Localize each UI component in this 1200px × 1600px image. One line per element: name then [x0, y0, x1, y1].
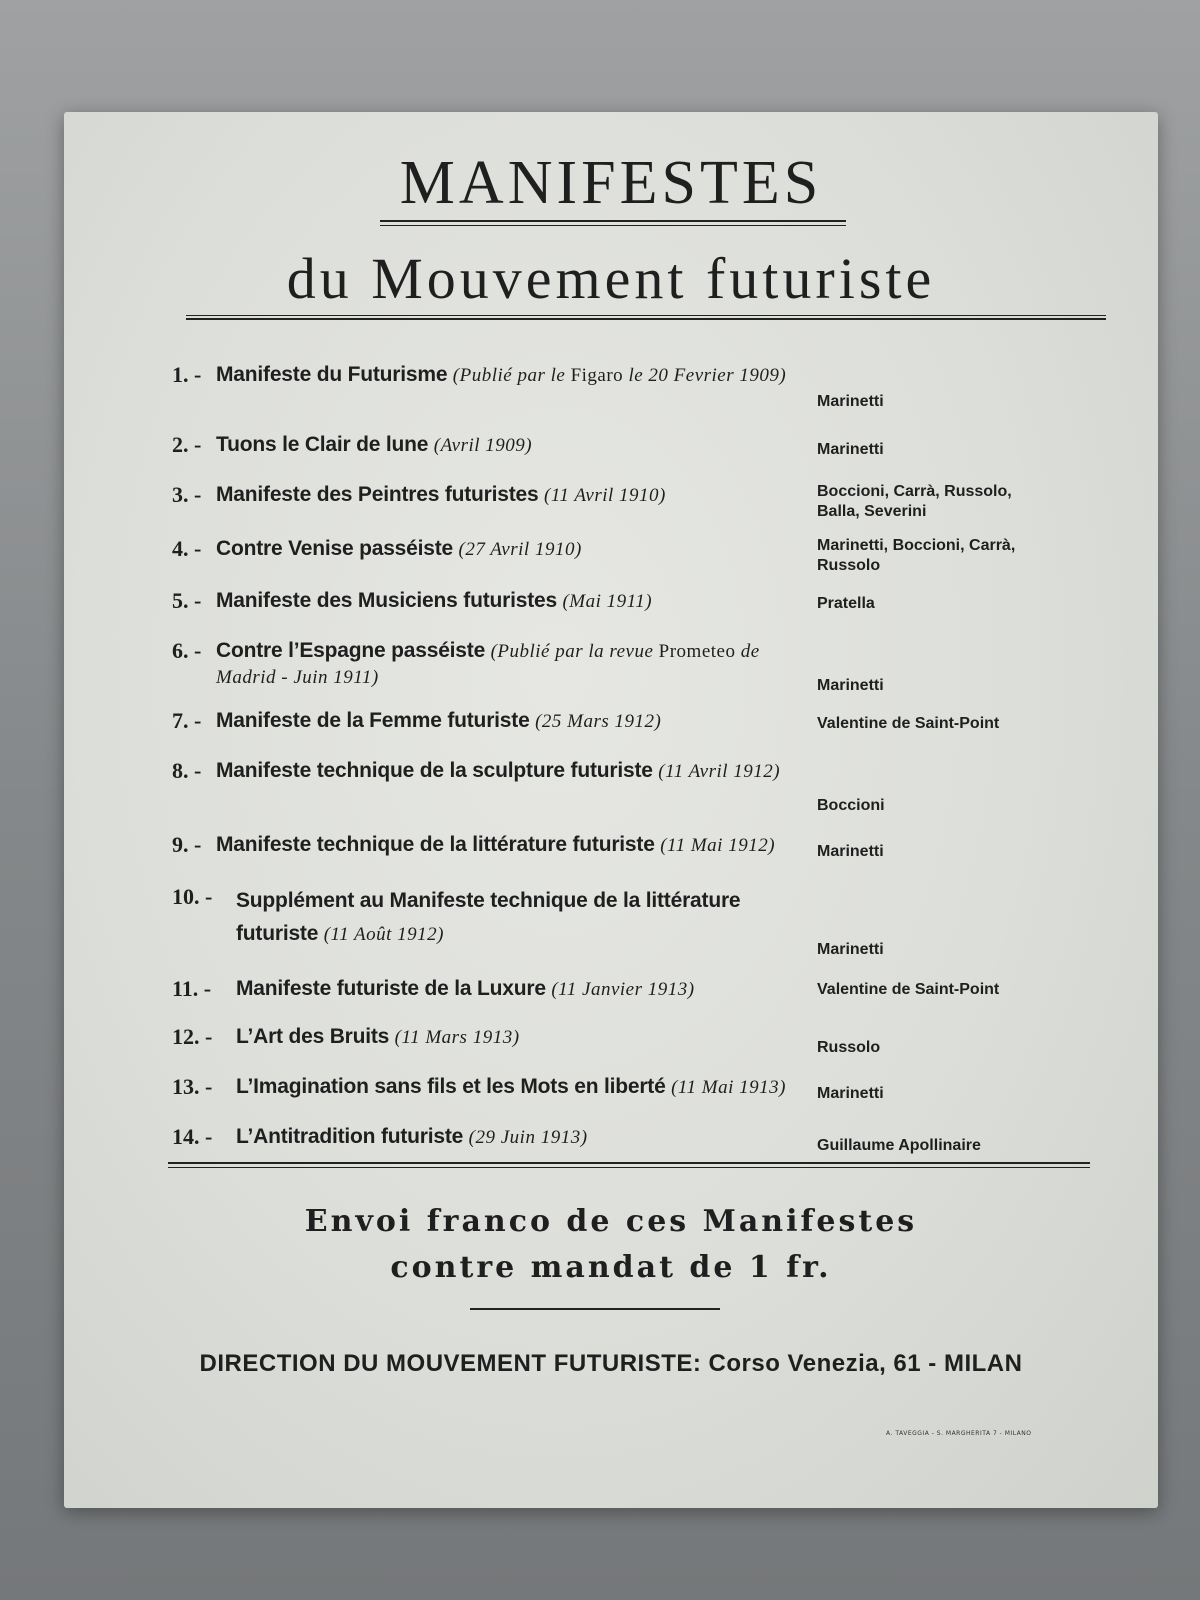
- item-author: Pratella: [817, 595, 875, 612]
- item-number: 8. -: [172, 758, 202, 783]
- item-author: Marinetti: [817, 677, 884, 694]
- item-number: 14. -: [172, 1124, 213, 1149]
- item-date: (11 Janvier 1913): [551, 979, 695, 1000]
- item-date: (11 Avril 1912): [658, 761, 781, 782]
- item-author: Marinetti, Boccioni, Carrà, Russolo: [817, 537, 1016, 574]
- item-date: (Avril 1909): [433, 435, 533, 456]
- item-title: Manifeste des Peintres futuristes: [216, 483, 539, 506]
- item-author: Russolo: [817, 1039, 881, 1056]
- item-number: 1. -: [172, 362, 202, 387]
- item-date: (11 Avril 1910): [544, 485, 666, 506]
- item-text: [236, 1024, 816, 1050]
- item-author: Valentine de Saint-Point: [817, 715, 1000, 732]
- item-author: Marinetti: [817, 393, 884, 410]
- item-text: [216, 482, 796, 508]
- item-date: (Mai 1911): [562, 591, 653, 612]
- item-date: (29 Juin 1913): [468, 1127, 588, 1148]
- item-number: 11. -: [172, 976, 212, 1001]
- item-author: Marinetti: [817, 941, 884, 958]
- footer-divider: [470, 1308, 720, 1310]
- item-text: [236, 884, 796, 951]
- item-text: [236, 1074, 836, 1100]
- item-number: 5. -: [172, 588, 202, 613]
- item-number: 2. -: [172, 432, 202, 457]
- item-text: [216, 708, 796, 734]
- item-title: L’Imagination sans fils et les Mots en liberté: [236, 1075, 666, 1098]
- item-date: (Publié par le Figaro le 20 Fevrier 1909): [452, 365, 787, 386]
- item-number: 6. -: [172, 638, 202, 663]
- item-title: L’Antitradition futuriste: [236, 1125, 464, 1148]
- item-title: Manifeste futuriste de la Luxure: [236, 977, 546, 1000]
- item-number: 4. -: [172, 536, 202, 561]
- item-text: [236, 1124, 816, 1150]
- item-date: (11 Août 1912): [323, 924, 444, 945]
- item-title: Manifeste des Musiciens futuristes: [216, 589, 557, 612]
- item-title: Manifeste du Futurisme: [216, 363, 448, 386]
- manifesto-list: [172, 362, 1102, 1172]
- direction-address: DIRECTION DU MOUVEMENT FUTURISTE: Corso Venezia, 61 - MILAN: [199, 1350, 1023, 1377]
- item-title: Manifeste technique de la sculpture futuriste: [216, 759, 653, 782]
- item-date: (Publié par la revue Prometeo de Madrid - Juin 1911): [216, 641, 760, 688]
- title-underline: [380, 220, 846, 226]
- shipping-notice-line2: contre mandat de 1 fr.: [390, 1250, 832, 1285]
- document-page: [64, 112, 1158, 1508]
- item-number: 9. -: [172, 832, 202, 857]
- item-author: Marinetti: [817, 843, 884, 860]
- item-date: (25 Mars 1912): [535, 711, 662, 732]
- item-date: (11 Mai 1913): [671, 1077, 786, 1098]
- item-text: [216, 832, 796, 858]
- item-number: 3. -: [172, 482, 202, 507]
- shipping-notice-line1: Envoi franco de ces Manifestes: [304, 1204, 918, 1239]
- item-date: (11 Mai 1912): [660, 835, 776, 856]
- item-number: 10. -: [172, 884, 213, 909]
- section-divider: [168, 1162, 1090, 1168]
- item-text: [216, 362, 796, 388]
- subtitle-underline: [186, 315, 1106, 320]
- item-title: Tuons le Clair de lune: [216, 433, 429, 456]
- item-author: Marinetti: [817, 441, 884, 458]
- item-author: Valentine de Saint-Point: [817, 981, 1000, 998]
- item-title: Manifeste de la Femme futuriste: [216, 709, 530, 732]
- item-text: [216, 536, 796, 562]
- item-title: Contre l’Espagne passéiste: [216, 639, 486, 662]
- item-author: Guillaume Apollinaire: [817, 1137, 981, 1154]
- item-title: Contre Venise passéiste: [216, 537, 454, 560]
- item-text: [216, 432, 796, 458]
- item-text: [216, 758, 796, 784]
- item-author: Boccioni: [817, 797, 885, 814]
- page-subtitle: du Mouvement futuriste: [286, 246, 936, 311]
- item-text: [236, 976, 816, 1002]
- item-date: (27 Avril 1910): [458, 539, 582, 560]
- item-text: [216, 588, 796, 614]
- item-author: Boccioni, Carrà, Russolo, Balla, Severini: [817, 483, 1012, 520]
- item-title: Supplément au Manifeste technique de la littérature futuriste: [236, 889, 741, 945]
- printer-imprint: A. TAVEGGIA - S. MARGHERITA 7 - MILANO: [886, 1430, 1032, 1437]
- item-author: Marinetti: [817, 1085, 884, 1102]
- item-number: 7. -: [172, 708, 202, 733]
- item-number: 13. -: [172, 1074, 213, 1099]
- item-date: (11 Mars 1913): [394, 1027, 520, 1048]
- item-number: 12. -: [172, 1024, 213, 1049]
- item-title: L’Art des Bruits: [236, 1025, 390, 1048]
- item-text: [216, 638, 796, 690]
- item-title: Manifeste technique de la littérature futuriste: [216, 833, 655, 856]
- page-title: MANIFESTES: [399, 149, 823, 217]
